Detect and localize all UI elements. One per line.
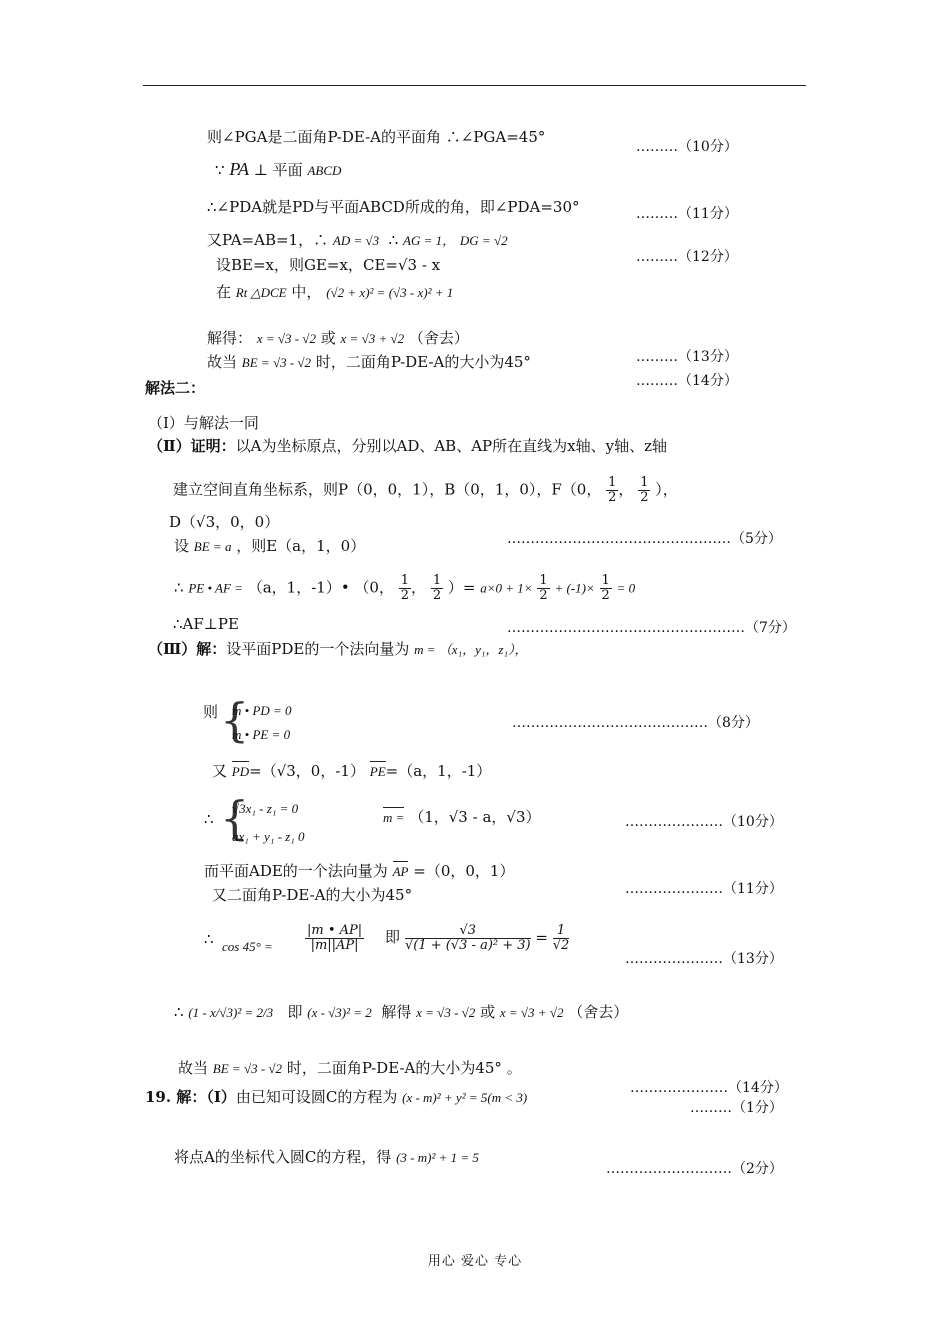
because-symbol: ∵ [215,161,225,179]
middle-text: 中， [291,283,322,301]
squared-equation: (1 - x/√3)² = 2/3 [188,1005,274,1020]
normal-m-value [383,808,541,827]
eq-m-pd: m • PD = 0 [232,703,292,718]
triangle-dce: Rt △DCE [235,285,287,300]
solve-text: 解得 [381,1003,412,1021]
namely-label: 即 [385,928,401,946]
line-dihedral: 又二面角P-DE-A的大小为45° [212,886,413,904]
therefore-symbol: ∴ [388,231,399,249]
be-value: BE = √3 - √2 [241,355,312,370]
line-plane-ade [204,862,514,881]
substituted-equation: (3 - m)² + 1 = 5 [396,1150,479,1165]
solve-label: 解得： [207,329,253,347]
ag-value: AG = 1， [403,233,456,248]
perp-plane-text: ⊥ 平面 [253,161,303,179]
vector-values: （a，1，-1）• （0， [247,578,394,597]
question-19 [145,1088,527,1107]
substitute-text: 将点A的坐标代入圆C的方程，得 [174,1148,392,1166]
system-brace-2: { [220,791,250,845]
root-one: x = √3 - √2 [256,331,316,346]
half-fraction-2: $\frac{1}{2}$ [640,475,649,505]
header-rule [143,85,806,86]
vector-m: m = [383,810,405,825]
line-pa-perp [215,160,341,180]
line-conclusion-2 [178,1059,522,1078]
cos-fraction [305,924,364,953]
then-label: 则 [203,703,219,721]
af-perp-pe: ∴AF⊥PE [173,615,239,633]
line-vectors [212,762,491,781]
score-5: …………………………………………（5分） [507,531,782,547]
pe-dot-af: PE • AF = [188,580,243,596]
x-minus-sqrt3: (x - √3)² = 2 [307,1005,372,1020]
also-text: 又 [212,762,228,780]
line-set-be: 设BE=x，则GE=x，CE=√3 - x [216,256,441,274]
coord-system-text: 以A为坐标原点，分别以AD、AB、AP所在直线为x轴、y轴、z轴 [235,437,667,455]
pa-label: PA [229,159,249,179]
be-equals-a: BE = a [193,539,232,554]
ad-value: AD = √3 [332,233,380,248]
one-numerator: 1 [553,924,570,939]
sqrt-denominator: √(1 + (√3 - a)² + 3) [405,938,531,953]
sqrt3-fraction [405,924,569,953]
root-two: x = √3 + √2 [340,331,405,346]
score-11b: …………………（11分） [625,881,783,897]
score-2: ………………………（2分） [606,1161,783,1177]
eq-ax1: ax₁ + y₁ - z₁ 0 [232,829,305,844]
score-14b: …………………（14分） [630,1080,788,1096]
solution-label: （Ⅲ）解： [148,640,227,658]
therefore-label-2: ∴ [204,810,214,828]
zero-result: = 0 [616,580,636,596]
vector-ap: AP [392,864,409,879]
therefore-when: 故当 [207,353,238,371]
comma: ， [618,480,634,499]
vector-pd: PD [231,764,250,779]
therefore-symbol: ∴ [174,1003,184,1021]
pd-value: =（√3，0，-1） [249,762,365,780]
normal-vector-m: m = （x₁，y₁，z₁）， [414,642,528,657]
line-pda-angle: ∴∠PDA就是PD与平面ABCD所成的角，即∠PDA=30° [207,198,580,216]
conclusion-text: 时，二面角P-DE-A的大小为45° [315,353,531,371]
part-two-proof [148,437,667,455]
dg-value: DG = √2 [459,233,508,248]
line-solve [207,329,469,348]
m-components: （1，√3 - a，√3） [409,808,541,826]
q19-text: 由已知可设圆C的方程为 [235,1088,398,1106]
equals-text: ）= [447,578,476,597]
point-e: ，则E（a，1，0） [236,537,366,555]
score-12: ………（12分） [636,249,738,265]
point-d: D（√3，0，0） [169,513,280,531]
product-term-1: a×0 + 1× [480,580,533,596]
q19-label: 19. 解：（Ⅰ） [145,1088,236,1106]
eq-m-pe: m • PE = 0 [232,727,291,742]
or-text: 或 [480,1003,496,1021]
conclusion-text: 时，二面角P-DE-A的大小为45° 。 [286,1059,522,1077]
line-rt-dce [216,283,453,302]
score-10b: …………………（10分） [625,814,783,830]
therefore-when: 故当 [178,1059,209,1077]
namely-text: 即 [287,1003,303,1021]
line-substitute [174,1148,479,1167]
product-term-2: + (-1)× [554,580,595,596]
circle-equation: (x - m)² + y² = 5(m < 3) [402,1090,528,1105]
coords-text: 建立空间直角坐标系，则P（0，0，1），B（0，1，0），F（0， [173,480,602,499]
sqrt3-numerator: √3 [405,924,531,939]
pe-value: =（a，1，-1） [385,762,492,780]
half-fraction-4: $\frac{1}{2}$ [432,573,442,603]
method-two-heading: 解法二： [145,379,206,397]
line-final-solve [174,1003,628,1022]
score-10: ………（10分） [636,139,738,155]
score-8: ……………………………………（8分） [512,715,759,731]
part-one: （Ⅰ）与解法一同 [148,414,259,432]
sqrt2-denominator: √2 [552,938,570,953]
set-text: 设 [174,537,190,555]
score-13b: …………………（13分） [625,951,783,967]
proof-label: （Ⅱ）证明： [148,437,236,455]
score-13: ………（13分） [636,349,738,365]
line-pa-ab [207,231,508,250]
system-brace-1: { [220,693,250,747]
score-11: ………（11分） [636,206,738,222]
therefore-symbol: ∴ [174,578,184,597]
page-footer: 用心 爱心 专心 [427,1254,523,1269]
line-set-be-a [174,537,365,556]
x-root-two: x = √3 + √2 [499,1005,564,1020]
vector-pe: PE [369,764,386,779]
x-root-one: x = √3 - √2 [416,1005,476,1020]
therefore-label-3: ∴ [204,930,214,948]
ade-normal-text: 而平面ADE的一个法向量为 [204,862,388,880]
discard-text: （舍去） [408,329,469,347]
half-fraction-5: $\frac{1}{2}$ [539,573,548,603]
equals: = [535,928,548,947]
cos45: cos 45° = [222,939,273,954]
line-conclusion-1 [207,353,531,372]
line-coords [173,476,678,505]
normal-vector-text: 设平面PDE的一个法向量为 [226,640,410,658]
cos-denominator: |m||AP| [310,938,359,953]
score-7: ……………………………………………（7分） [507,620,796,636]
cos-numerator: |m • AP| [307,923,363,938]
score-14: ………（14分） [636,373,738,389]
ap-value: =（0，0，1） [413,862,515,880]
pa-ab-text: 又PA=AB=1，∴ [207,231,329,249]
half-fraction-6: $\frac{1}{2}$ [601,573,610,603]
in-text: 在 [216,283,232,301]
close-paren: ）， [655,480,678,499]
half-fraction-3: $\frac{1}{2}$ [400,573,410,603]
line-pga: 则∠PGA是二面角P-DE-A的平面角 ∴∠PGA=45° [207,128,546,146]
or-text: 或 [320,329,336,347]
abcd-label: ABCD [307,163,342,178]
eq-sqrt3-x1: √3x₁ - z₁ = 0 [232,801,299,816]
score-1: ………（1分） [690,1100,783,1116]
part-three [148,640,527,659]
pythagoras-equation: (√2 + x)² = (√3 - x)² + 1 [326,285,454,300]
line-dot-product: ∴ PE • AF = （a，1，-1）• （0， $\frac{1}{2}$ ， $\frac{1}{2}$ ）= a×0 + 1× $\frac{1}{2}$ + (-1)× $\frac{1}{2}$ = 0 [174,573,636,603]
discard-text: （舍去） [568,1003,629,1021]
be-value: BE = √3 - √2 [212,1061,283,1076]
half-fraction-1: $\frac{1}{2}$ [608,475,617,505]
